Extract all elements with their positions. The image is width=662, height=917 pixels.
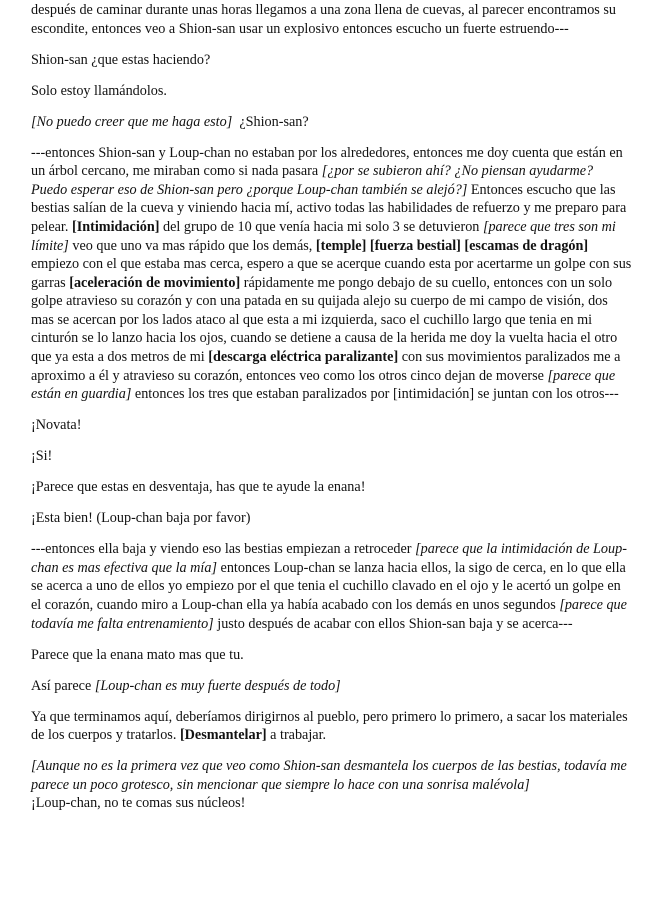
skill-name: [descarga eléctrica paralizante]	[208, 349, 399, 366]
narration-text: empiezo con el que estaba mas cerca, espero a que se acerque cuando esta por acertarme un golpe con sus garras	[31, 256, 632, 291]
dialogue-line-novata: ¡Novata!	[31, 417, 82, 434]
paragraph-loup-attack	[31, 540, 632, 633]
paragraph-dismantle	[31, 708, 632, 745]
narration-text: entonces Loup-chan se lanza hacia ellos, la sigo de cerca, en lo que ella se acerca a uno de ellos yo empiezo por el que tenia el cuchillo clavado en el ojo y le acertó un golpe en el corazón, cuando miro a Loup-chan ella ya había acabado con los demás en unos segundos	[31, 559, 626, 613]
narration-text: ---entonces ella baja y viendo eso las bestias empiezan a retroceder	[31, 541, 416, 558]
paragraph-battle	[31, 144, 632, 404]
skill-name: [temple] [fuerza bestial] [escamas de dragón]	[315, 237, 589, 254]
paragraph-asi-parece	[31, 677, 632, 696]
dialogue-line-ok: ¡Esta bien! (Loup-chan baja por favor)	[31, 510, 251, 527]
inner-thought: [parece que la intimidación de Loup-chan es mas efectiva que la mía]	[31, 541, 627, 576]
inner-thought: [parece que tres son mi límite]	[31, 218, 616, 254]
paragraph-grotesque-thought: [Aunque no es la primera vez que veo como Shion-san desmantela los cuerpos de las bestias, todavía me parece un poco grotesco, sin mencionar que siempre lo hace con una sonrisa malévola]	[31, 758, 627, 793]
inner-thought: [¿por se subieron ahí? ¿No piensan ayudarme? Puedo esperar eso de Shion-san pero ¿porque Loup-chan también se alejó?]	[31, 163, 594, 198]
dialogue-line-calling-them: Solo estoy llamándolos.	[31, 82, 167, 99]
narration-text: del grupo de 10 que venía hacia mi solo 3 se detuvieron	[159, 218, 483, 235]
skill-name: [Desmantelar]	[179, 727, 267, 744]
narration-text: veo que uno va mas rápido que los demás,	[68, 237, 316, 254]
dialogue-line-enana: Parece que la enana mato mas que tu.	[31, 646, 244, 663]
dialogue-text: ¿Shion-san?	[232, 113, 309, 130]
inner-thought: [No puedo creer que me haga esto]	[31, 113, 233, 130]
narration-text: justo después de acabar con ellos Shion-san baja y se acerca---	[213, 615, 573, 632]
paragraph-thought-shion	[31, 113, 632, 132]
narration-text: rápidamente me pongo debajo de su cuello, entonces con un solo golpe atravieso su corazón y con una patada en su quijada alejo su cuerpo de mi campo de visión, dos mas se acercan por los lados ataco al que esta a mi izquierda, saco el cuchillo largo que tenia en mi cinturón se lo lanzo hacia los ojos, cuando se detiene a causa de la herida me doy la vuelta hacia el otro que ya esta a dos metros de mi	[31, 274, 618, 366]
paragraph-1: después de caminar durante unas horas llegamos a una zona llena de cuevas, al parecer encontramos su escondite, entonces veo a Shion-san usar un explosivo entonces escucho un fuerte estruendo---	[31, 2, 616, 37]
skill-name: [Intimidación]	[71, 218, 160, 235]
dialogue-text: Así parece	[31, 677, 95, 694]
dialogue-line-shion-question: Shion-san ¿que estas haciendo?	[31, 51, 211, 68]
narration-text: Entonces escucho que las bestias salían de la cueva y viniendo hacia mí, activo todas las habilidades de refuerzo y me preparo para pelear.	[31, 181, 627, 235]
inner-thought: [Loup-chan es muy fuerte después de todo]	[94, 677, 341, 694]
narration-text: ---entonces Shion-san y Loup-chan no estaban por los alrededores, entonces me doy cuenta que están en un árbol cercano, me miraban como si nada pasara	[31, 144, 623, 180]
dialogue-line-disadvantage: ¡Parece que estas en desventaja, has que te ayude la enana!	[31, 479, 366, 496]
inner-thought: [parece que todavía me falta entrenamiento]	[31, 596, 627, 632]
dialogue-text: Ya que terminamos aquí, deberíamos dirigirnos al pueblo, pero primero lo primero, a sacar los materiales de los cuerpos y tratarlos.	[31, 708, 628, 744]
dialogue-line-si: ¡Si!	[31, 448, 53, 465]
narration-text: entonces los tres que estaban paralizados por [intimidación] se juntan con los otros---	[131, 386, 619, 403]
dialogue-line-nucleos: ¡Loup-chan, no te comas sus núcleos!	[31, 795, 246, 812]
inner-thought: [parece que están en guardia]	[31, 367, 616, 403]
narration-text: con sus movimientos paralizados me a aproximo a él y atravieso su corazón, entonces veo como los otros cinco dejan de moverse	[31, 349, 621, 384]
dialogue-text: a trabajar.	[266, 727, 327, 744]
skill-name: [aceleración de movimiento]	[69, 274, 241, 291]
